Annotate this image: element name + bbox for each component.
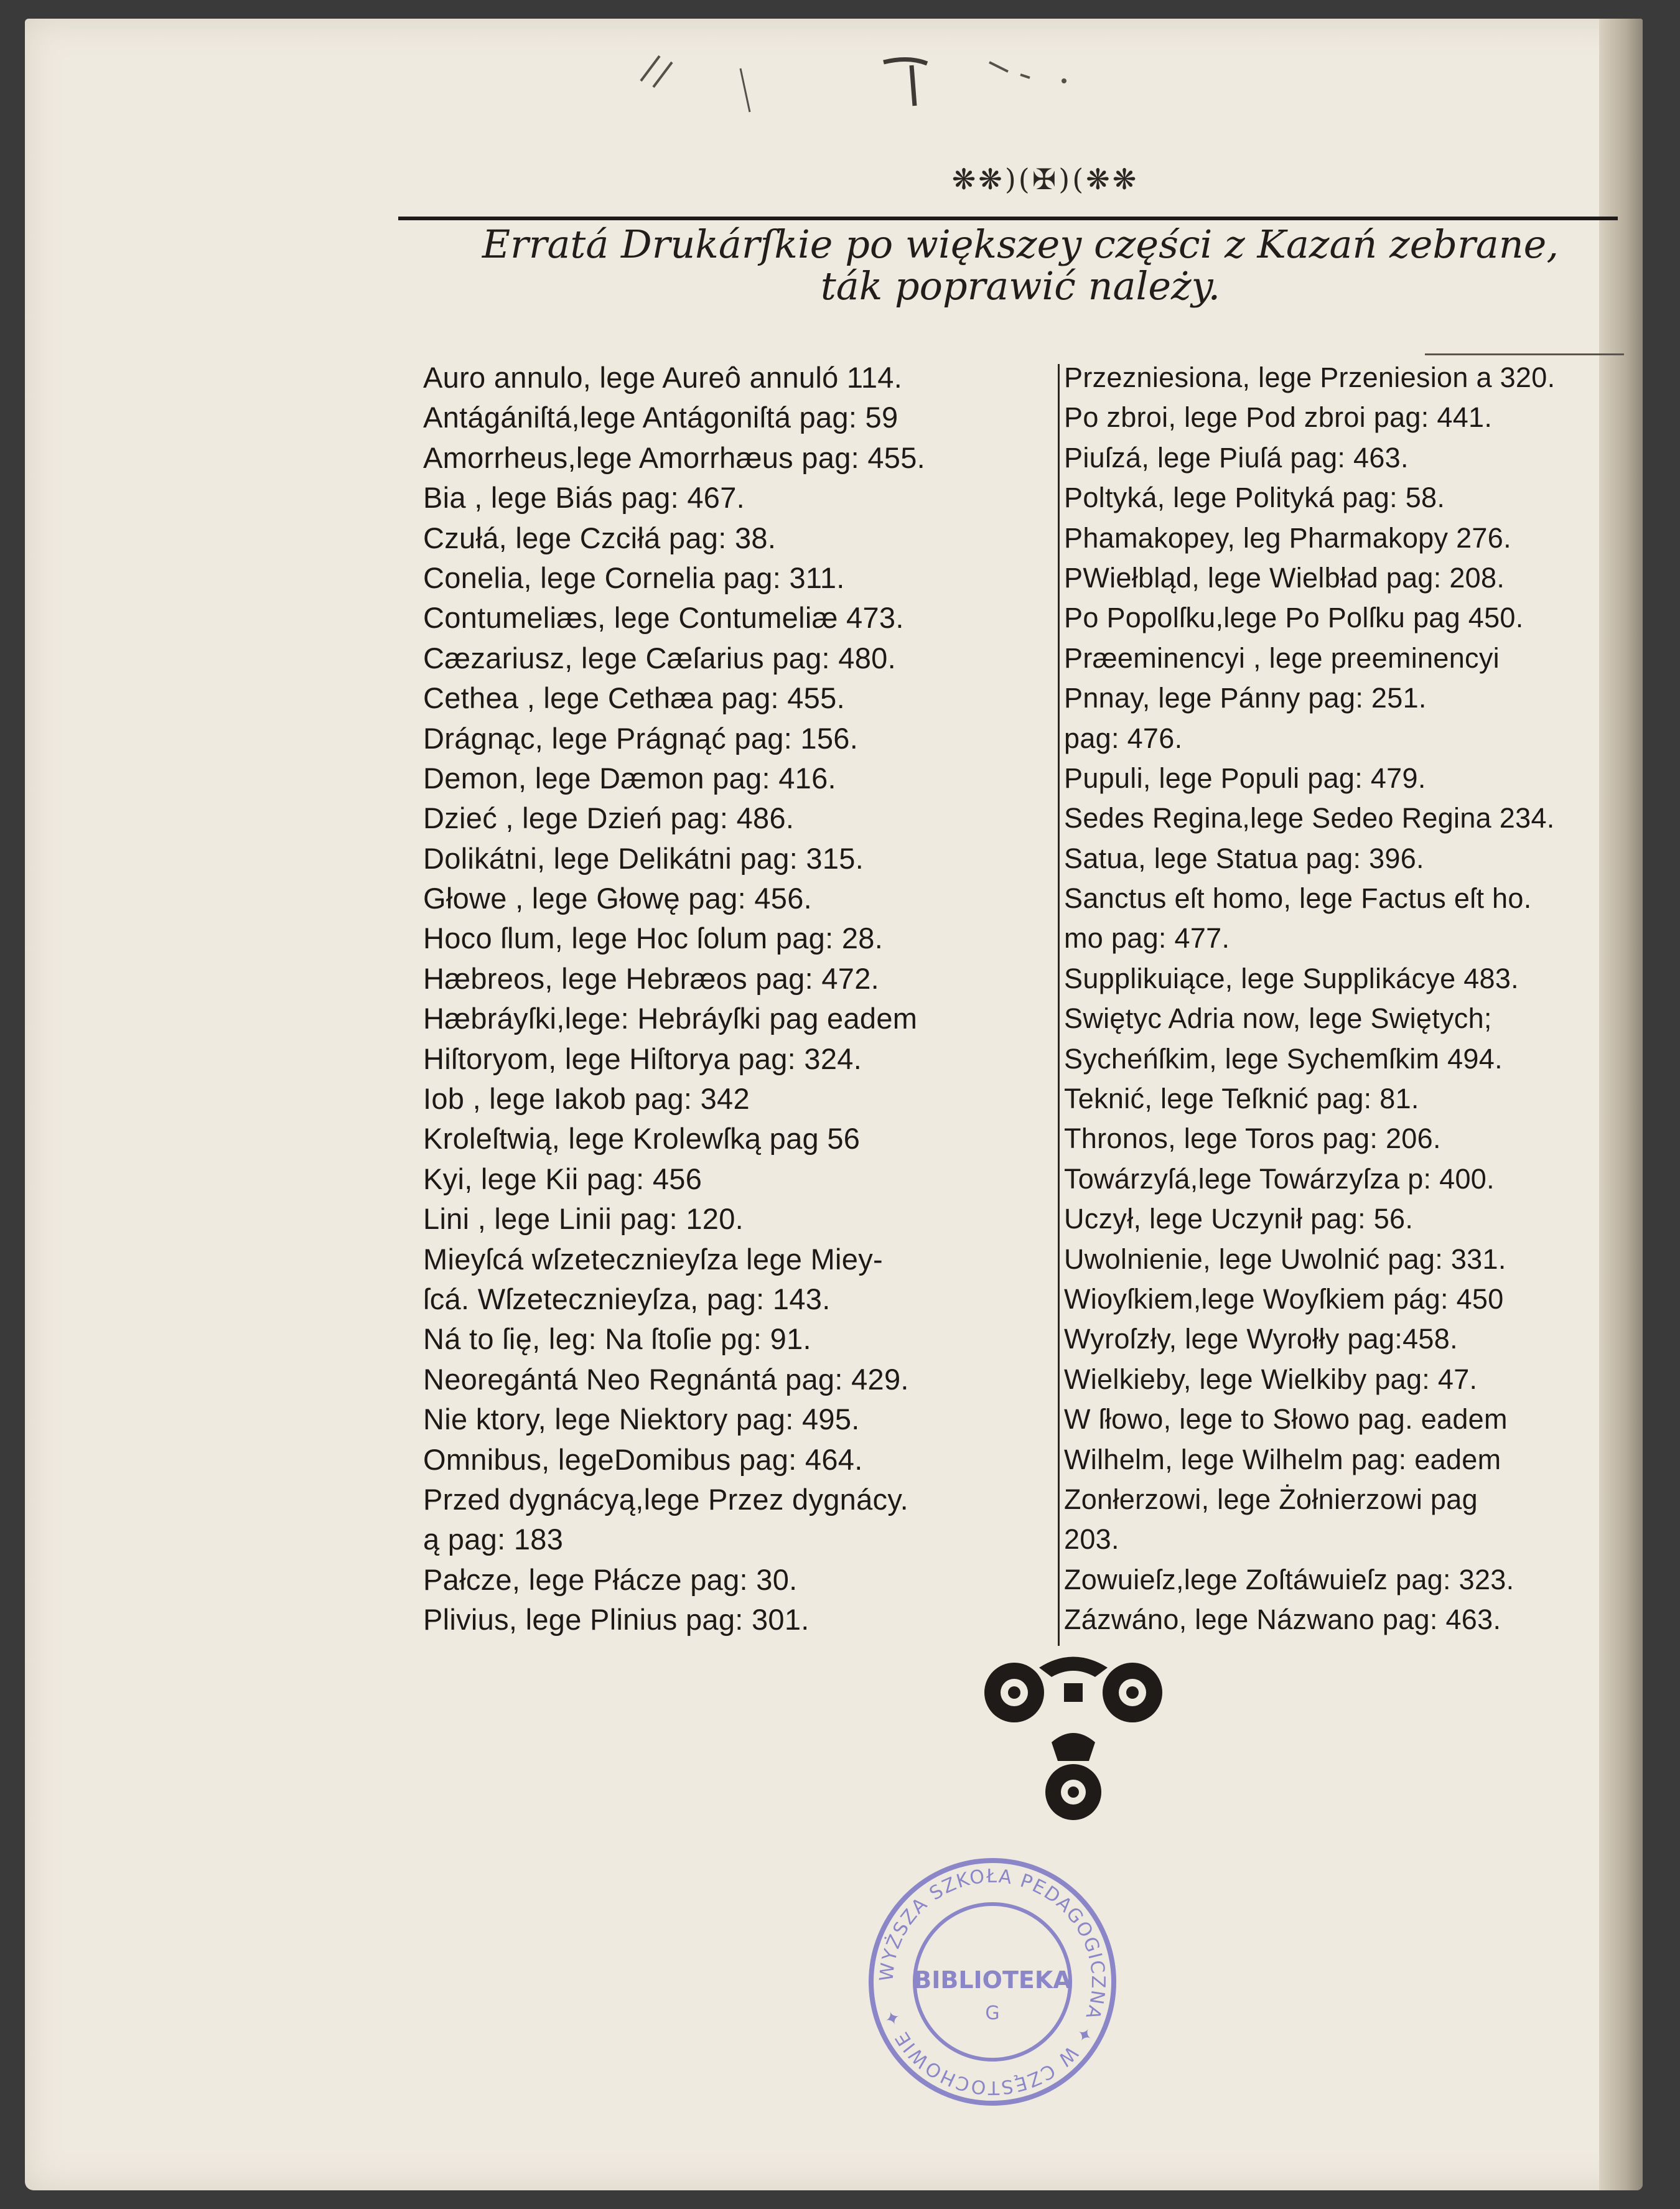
left-column-entry: Bia , lege Biás pag: 467. [423,481,745,515]
right-column-entry: Zowuieſz,lege Zoſtáwuieſz pag: 323. [1064,1563,1514,1595]
errata-columns [423,358,1643,1646]
left-column-entry: Hæbreos, lege Hebræos pag: 472. [423,961,880,995]
right-column-entry: Wielkieby, lege Wielkiby pag: 47. [1064,1363,1478,1395]
left-column-entry: Neoregántá Neo Regnántá pag: 429. [423,1362,909,1396]
right-column-entry: Phamakopey, leg Pharmakopy 276. [1064,521,1511,554]
left-column-entry: Czułá, lege Czciłá pag: 38. [423,521,777,554]
library-stamp [865,1854,1120,2109]
right-column-entry: Sycheńſkim, lege Sychemſkim 494. [1064,1042,1503,1075]
right-column-entry: mo pag: 477. [1064,922,1230,955]
left-column-entry: Plivius, lege Plinius pag: 301. [423,1603,810,1637]
right-column-entry: Po zbroi, lege Pod zbroi pag: 441. [1064,401,1493,434]
left-column-entry: Dolikátni, lege Delikátni pag: 315. [423,841,864,875]
right-column-entry: Poltyká, lege Polityká pag: 58. [1064,482,1445,514]
right-column-entry: Zonłerzowi, lege Żołnierzowi pag [1064,1483,1478,1515]
right-column-entry: Pupuli, lege Populi pag: 479. [1064,762,1426,794]
right-column-entry: W ſłowo, lege to Słowo pag. eadem [1064,1403,1508,1436]
left-column-entry: Ná to ſię, leg: Na ſtoſie pg: 91. [423,1322,811,1356]
left-column-entry: Mieyſcá wſzetecznieyſza lege Miey- [423,1242,883,1276]
left-column-entry: Omnibus, legeDomibus pag: 464. [423,1442,863,1476]
left-column-entry: Pałcze, lege Płácze pag: 30. [423,1562,798,1596]
left-column-entry: Conelia, lege Cornelia pag: 311. [423,561,845,594]
right-column-entry: PWiełbląd, lege Wielbład pag: 208. [1064,561,1505,594]
header-rule [398,217,1618,220]
left-column-entry: Auro annulo, lege Aureô annuló 114. [423,361,903,394]
right-column-entry: Uwolnienie, lege Uwolnić pag: 331. [1064,1243,1506,1275]
left-column-entry: Iob , lege Iakob pag: 342 [423,1082,750,1116]
right-column-entry: Wilhelm, lege Wilhelm pag: eadem [1064,1443,1501,1475]
column-rule [1425,353,1624,355]
left-column-entry: Amorrheus,lege Amorrhæus pag: 455. [423,441,926,474]
title-line-1: Erratá Drukárſkie po większey części z Kazań zebrane, [482,222,1559,267]
left-column-entry: Lini , lege Linii pag: 120. [423,1202,744,1236]
header-ornament: ❋❋)(✠)(❋❋ [951,162,1139,196]
title-line-2: ták poprawić należy. [820,263,1221,309]
right-column-entry: Sanctus eſt homo, lege Factus eſt ho. [1064,882,1532,915]
tailpiece-ornament [971,1649,1176,1829]
right-column-entry: Towárzyſá,lege Towárzyſza p: 400. [1064,1162,1495,1195]
left-column-entry: Contumeliæs, lege Contumeliæ 473. [423,601,904,635]
left-column-entry: Hoco ſlum, lege Hoc ſolum pag: 28. [423,922,884,955]
left-column-entry: Głowe , lege Głowę pag: 456. [423,882,812,915]
right-column-entry: Pnnay, lege Pánny pag: 251. [1064,682,1427,714]
right-column-entry: Satua, lege Statua pag: 396. [1064,842,1424,874]
column-divider [1058,364,1060,1646]
errata-left-column [423,358,1058,1646]
left-column-entry: Kyi, lege Kii pag: 456 [423,1162,702,1195]
right-column-entry: Po Popolſku,lege Po Polſku pag 450. [1064,602,1524,634]
right-column-entry: Piuſzá, lege Piuſá pag: 463. [1064,441,1409,474]
right-column-entry: Supplikuiące, lege Supplikácye 483. [1064,962,1519,994]
right-column-entry: Wyroſzły, lege Wyrołły pag:458. [1064,1323,1458,1355]
stamp-center-text: BIBLIOTEKA [913,1966,1071,1994]
right-column-entry: Thronos, lege Toros pag: 206. [1064,1123,1441,1155]
right-column-entry: Uczył, lege Uczynił pag: 56. [1064,1203,1414,1235]
left-column-entry: Nie ktory, lege Niektory pag: 495. [423,1403,860,1436]
left-column-entry: Drágnąc, lege Prágnąć pag: 156. [423,721,859,755]
left-column-entry: Cethea , lege Cethæa pag: 455. [423,681,845,715]
left-column-entry: Hæbráyſki,lege: Hebráyſki pag eadem [423,1002,918,1035]
right-column-entry: Teknić, lege Teſknić pag: 81. [1064,1083,1419,1115]
left-column-entry: Kroleſtwią, lege Krolewſką pag 56 [423,1122,861,1156]
left-column-entry: Antágániſtá,lege Antágoniſtá pag: 59 [423,401,898,434]
right-column-entry: Sedes Regina,lege Sedeo Regina 234. [1064,802,1555,834]
left-column-entry: Cæzariusz, lege Cæſarius pag: 480. [423,641,896,675]
left-column-entry: Demon, lege Dæmon pag: 416. [423,761,836,795]
left-column-entry: Przed dygnácyą,lege Przez dygnácy. [423,1482,909,1516]
right-column-entry: 203. [1064,1523,1119,1556]
svg-text:G: G [985,2002,1000,2024]
stamp-outer-text: WYŻSZA SZKOŁA PEDAGOGICZNA ✦ W CZĘSTOCHOWIE ✦ [875,1865,1109,2099]
right-column-entry: Przezniesiona, lege Przeniesion a 320. [1064,362,1556,393]
right-column-entry: Præeminencyi , lege preeminencyi [1064,642,1500,674]
errata-right-column [1064,358,1643,1646]
right-column-entry: pag: 476. [1064,722,1183,754]
right-column-entry: Wioyſkiem,lege Woyſkiem pág: 450 [1064,1282,1504,1315]
left-column-entry: Hiſtoryom, lege Hiſtorya pag: 324. [423,1042,862,1075]
left-column-entry: ſcá. Wſzetecznieyſza, pag: 143. [423,1282,831,1315]
page-title [398,224,1643,307]
page-scan [25,19,1643,2190]
right-column-entry: Swiętyc Adria now, lege Swiętych; [1064,1002,1492,1035]
handwritten-marks [616,44,1176,131]
left-column-entry: Dzieć , lege Dzień pag: 486. [423,801,795,835]
right-column-entry: Zázwáno, lege Názwano pag: 463. [1064,1604,1501,1636]
left-column-entry: ą pag: 183 [423,1523,564,1556]
